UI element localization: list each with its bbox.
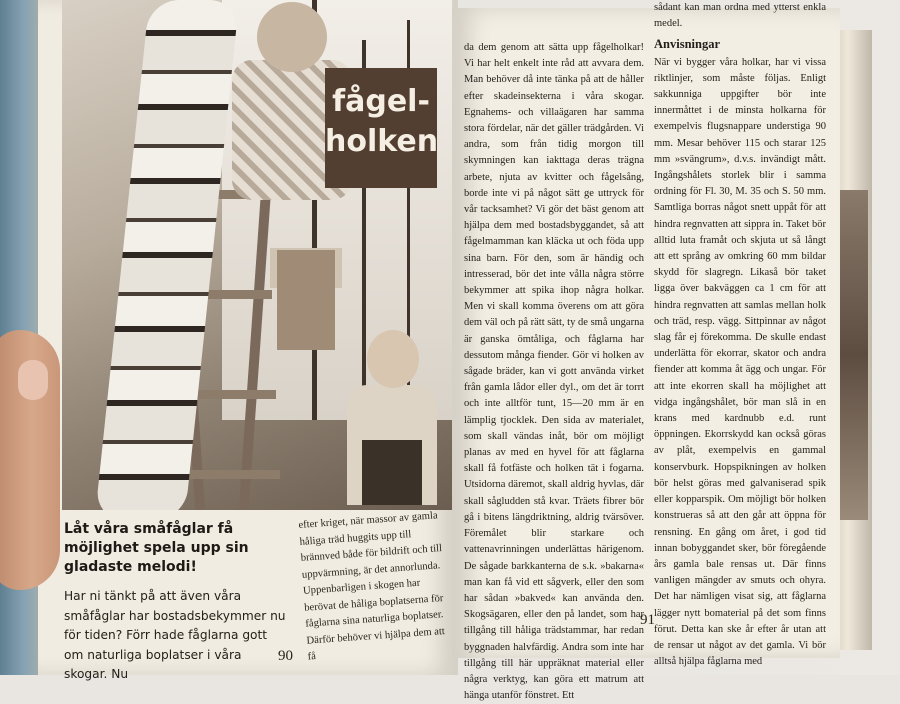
intro-text: Har ni tänkt på att även våra småfåglar har bostadsbekymmer nu för tiden? Förr hade fåglarna gott om naturliga boplatser i våra skogar. Nu (64, 589, 286, 681)
thumbnail-nail (18, 360, 48, 400)
column-2-intro: sådant kan man ordna med ytterst enkla medel. (654, 2, 826, 30)
man-head (257, 2, 327, 72)
article-title-box (325, 68, 437, 188)
caption-block (64, 520, 286, 685)
page-number-right: 91 (640, 612, 655, 628)
page-number-left: 90 (278, 648, 293, 664)
title-line-1: fågel- (332, 84, 430, 119)
column-1-text: da dem genom att sätta upp fågelholkar! Vi har helt enkelt inte råd att avvara dem. Man behöver då inte tänka på att de håller efter skadeinsekterna i våra skogar. Egnahems- och villaägaren har samma stora fördelar, när det gäller trädgården. Vi andra, som från tidig morgon till skymningen kan iakttaga deras trägna arbete, njuta av kvitter och fågelsång, borde inte vi på något sätt ge uttryck för vår tacksamhet? Vi gör det bäst genom att hjälpa dem med bostadsbyggandet, så att fågelmamman kan kläcka ut och föda upp sina barn. För den, som är händig och intresserad, bör det inte vålla några större bekymmer att spika ihop några holkar. Men vi skall komma överens om att göra dem väl och på rätt sätt, ty de små ungarna är ganska ömtåliga, och fåglarna har dessutom många fiender. Gör vi holken av sågade bräder, kan vi gott använda virket från gamla lådor eller dyl., om det är torrt och inte alltför tunt, 15—20 mm är en lämplig tjocklek. Den sida av materialet, som skall vändas inåt, bör om möjligt planas av med en hyvel för att fåglarna skall få fotfäste och holken tät i fogarna. Utsidorna däremot, skall aldrig hyvlas, där skall sågludden stå kvar. Träets fibrer bör gå i bitens längdriktning, aldrig tvärsöver. Föremålet blir starkare och vattenavrinningen underlättas härigenom. De sågade barkkanterna de s.k. »bakarna« man kan få vid ett sågverk, eller den som har sådan »bakved« kan använda den. Skogsägaren, eller den på landet, som har tillgång till håliga trädstammar, har redan byggnaden halvfärdig. Andra som inte har tillgång till här uppräknat material eller några verktyg, kan göra ett matrum att hänga utanför fönstret. Ett (464, 42, 644, 702)
birch-trunk (95, 0, 240, 510)
title-line-2: holken (325, 124, 439, 159)
middle-column-text: efter kriget, när massor av gamla håliga träd huggits upp till brännved både för bildrift och till uppvärmning, är det annorlunda. Uppenbarligen i skogen har berövat de håliga boplatserna för fåglarna sina naturliga boplatser. Därför behöver vi hjälpa dem att få (298, 510, 446, 663)
girl-head (367, 330, 419, 388)
right-page-column-2 (654, 0, 826, 670)
edge-photo-strip (840, 190, 868, 520)
headline: Låt våra småfåglar få möjlighet spela upp sin gladaste melodi! (64, 521, 249, 575)
birdhouse (277, 250, 335, 350)
column-2-text: När vi bygger våra holkar, har vi vissa riktlinjer, som måste följas. Enligt sakkunniga uppgifter bör inte innermåttet i de minsta holkarna för exempelvis flugsnappare understiga 90 mm. Mesar behöver 115 och starar 125 mm »svängrum», d.v.s. invändigt mått. Ingångshålets storlek blir i samma ordning för Fl. 30, M. 35 och S. 50 mm. Samtliga borras något snett uppåt för att hindra regnvatten att sippra in. Taket bör alltid luta framåt och skjuta ut så långt att ett språng av omkring 60 mm bildar skydd för slagregn. Likaså bör taket ligga över bakväggen ca 1 cm för att hindra regnvatten att samlas mellan holk och träd, resp. vägg. Sittpinnar av något slag får ej förekomma. De skulle endast underlätta för ekorrar, skator och andra fiender att komma åt ägg och ungar. För att inte ekorren skall ha möjlighet att vidga ingångshålet, bör man slå in en krans med kardnubb e.d. runt öppningen. Ekorrskydd kan också göras av plåt, exempelvis en gammal konservburk. Hopspikningen av holken bör helst göras med galvaniserad spik eller kopparspik. Om möjligt bör holken konstrueras så att den går att öppna för rensning. En gång om året, i god tid innan bobyggandet sker, bör föregående års gamla bale rensas ut. Där finns vanligen mängder av smuts och ohyra. Det har nämligen visat sig, att fåglarna lägger nytt bomaterial på det som finns förut. Detta kan ske år efter år utan att de rensar ut något av det gamla. Vi bör alltså hjälpa fåglarna med (654, 56, 826, 668)
girl-skirt (362, 440, 422, 505)
right-page-column-1 (464, 40, 644, 704)
section-heading: Anvisningar (654, 37, 720, 52)
